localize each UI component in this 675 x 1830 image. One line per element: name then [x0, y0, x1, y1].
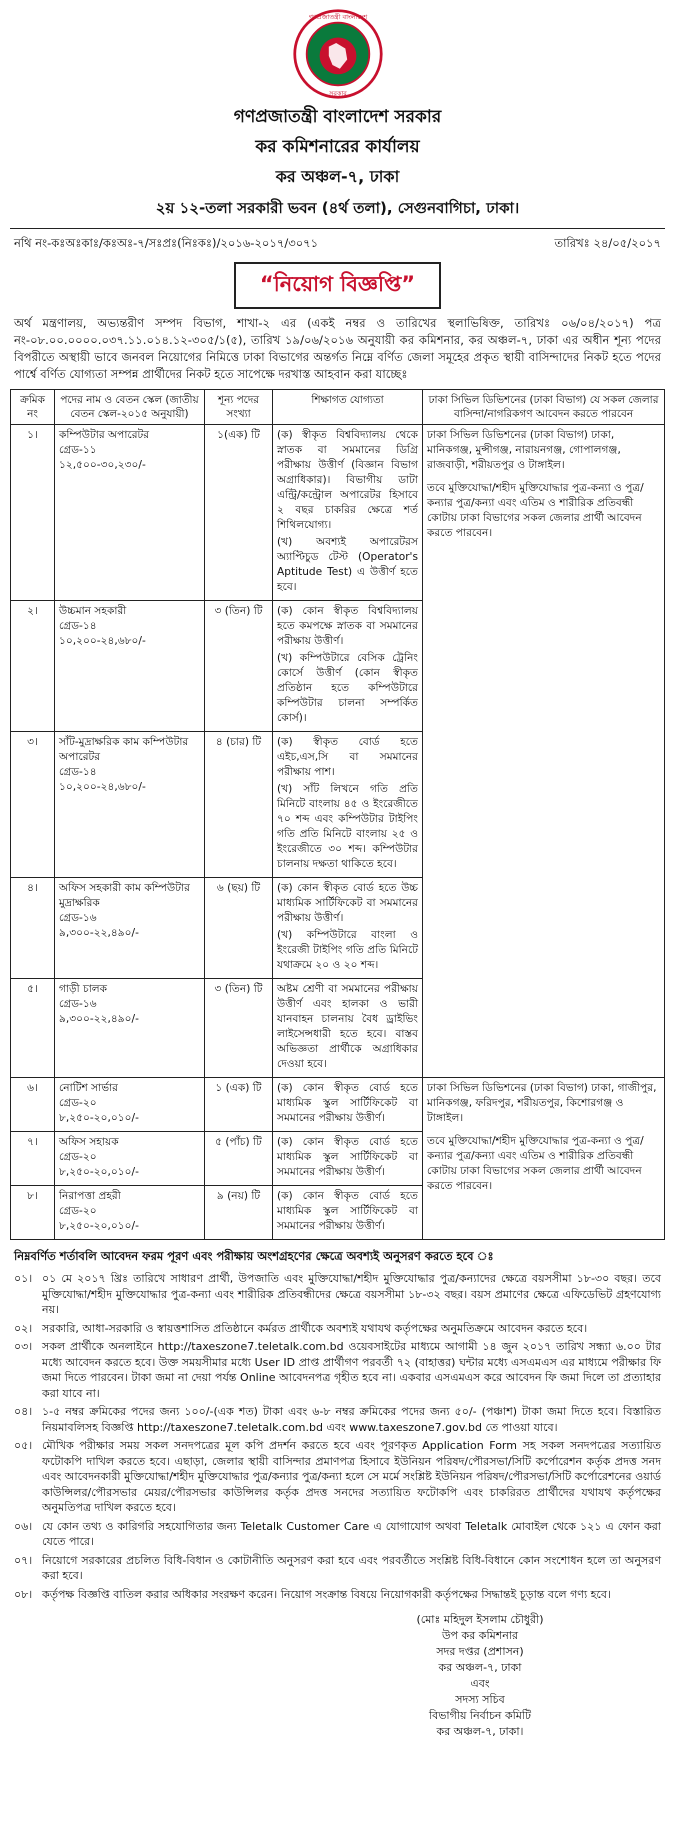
condition-item: [10, 1519, 665, 1550]
qualification-item: (ক) স্বীকৃত বিশ্ববিদ্যালয় থেকে স্নাতক বা সমমানের ডিগ্রি পরীক্ষায় উত্তীর্ণ (বিজ্ঞান বিভাগ অগ্রাধিকার)। বিভাগীয় ডাটা এন্ট্রি/কন্ট্রোল অপারেটর হিসাবে ২ বছর চাকরির ক্ষেত্রে শর্ত শিথিলযোগ্য।: [277, 429, 418, 531]
condition-number: ০৫।: [14, 1439, 33, 1452]
post-post: নোটিশ সার্ভার: [59, 1082, 118, 1094]
header-qualification: শিক্ষাগত যোগ্যতা: [273, 390, 423, 425]
row-qualification: [273, 425, 423, 601]
condition-text: সকল প্রার্থীকে অনলাইনে http://taxeszone7.teletalk.com.bd ওয়েবসাইটের মাধ্যমে আগামী ১৪ জুন ২০১৭ তারিখ সন্ধ্যা ৬.০০ টার মধ্যে আবেদন করতে হবে। উক্ত সময়সীমার মধ্যে User ID প্রাপ্ত প্রার্থীগণ পরবর্তী ৭২ (বাহাত্তর) ঘন্টার মধ্যে এসএমএস এর মাধ্যমে পরীক্ষার ফি জমা দিতে পারবেন। টাকা জমা না দেয়া পর্যন্ত Online আবেদনপত্র গৃহীত হবে না। একবার এসএমএস করে আবেদন ফি জমা দিলে তা প্রত্যাহার করা যাবে না।: [42, 1340, 661, 1400]
post-grade: গ্রেড-২০: [59, 1151, 97, 1163]
row-qualification: [273, 1132, 423, 1186]
notice-title: “নিয়োগ বিজ্ঞপ্তি”: [234, 262, 441, 309]
condition-text: কর্তৃপক্ষ বিজ্ঞপ্তি বাতিল করার অধিকার সংরক্ষণ করেন। নিয়োগ সংক্রান্ত বিষয়ে নিয়োগকারী কর্তৃপক্ষের সিদ্ধান্তই চূড়ান্ত বলে গণ্য হবে।: [42, 1587, 611, 1601]
post-post: উচ্চমান সহকারী: [59, 605, 127, 617]
row-vacancy: ৩ (তিন) টি: [205, 601, 273, 732]
district-text: ঢাকা সিভিল ডিভিশনের (ঢাকা বিভাগ) ঢাকা, মানিকগঞ্জ, মুন্সীগঞ্জ, নারায়নগঞ্জ, গোপালগঞ্জ, রাজবাড়ী, শরীয়তপুর ও টাঙ্গাইল।: [427, 429, 621, 471]
condition-text: ০১ মে ২০১৭ খ্রিঃ তারিখে সাধারণ প্রার্থী, উপজাতি এবং মুক্তিযোদ্ধা/শহীদ মুক্তিযোদ্ধার পুত্র/কন্যাদের ক্ষেত্রে বয়সসীমা ১৮-৩০ বছর। তবে মুক্তিযোদ্ধা/শহীদ মুক্তিযোদ্ধার পুত্র-কন্যা এবং শারীরিক প্রতিবন্ধীদের ক্ষেত্রে বয়সসীমা ১৮-৩২ বছর। বয়স প্রমাণের ক্ষেত্রে এফিডেভিট গ্রহণযোগ্য নয়।: [42, 1272, 661, 1316]
signatory-designation-2: সদর দপ্তর (প্রশাসন): [436, 1645, 524, 1658]
table-row: [11, 1078, 665, 1132]
district-text: তবে মুক্তিযোদ্ধা/শহীদ মুক্তিযোদ্ধার পুত্র-কন্যা ও পুত্র/কন্যার পুত্র/কন্যা এবং এতিম ও শারীরিক প্রতিবন্ধী কোটায় ঢাকা বিভাগের সকল জেলার প্রার্থী আবেদন করতে পারবেন।: [427, 482, 644, 539]
row-serial: ১।: [11, 425, 55, 601]
post-grade: গ্রেড-২০: [59, 1097, 97, 1109]
row-vacancy: ৯ (নয়) টি: [205, 1186, 273, 1240]
header-vacancy: শূন্য পদের সংখ্যা: [205, 390, 273, 425]
post-grade: গ্রেড-১৬: [59, 912, 97, 924]
row-post: [55, 1186, 205, 1240]
intro-paragraph: অর্থ মন্ত্রণালয়, অভ্যন্তরীণ সম্পদ বিভাগ, শাখা-২ এর (একই নম্বর ও তারিখের স্থলাভিষিক্ত, তারিখঃ ০৬/০৪/২০১৭) পত্র নং-০৮.০০.০০০০.০৩৭.১১.০১৪.১২-৩০৫/১(৫), তারিখ ১৯/০৬/২০১৬ অনুযায়ী কর কমিশনার, কর অঞ্চল-৭, ঢাকা এর অধীন শূন্য পদের বিপরীতে অস্থায়ী ভাবে জনবল নিয়োগের নিমিত্তে ঢাকা বিভাগের অন্তর্গত নিম্নে বর্ণিত জেলা সমূহের প্রকৃত স্থায়ী বাসিন্দাদের নিকট হতে পদের পার্শ্বে বর্ণিত যোগ্যতা সম্পন্ন প্রার্থীদের নিকট হতে সাপেক্ষে দরখাস্ত আহবান করা যাচ্ছেঃ: [14, 316, 661, 381]
header-post: পদের নাম ও বেতন স্কেল (জাতীয় বেতন স্কেল-২০১৫ অনুযায়ী): [55, 390, 205, 425]
condition-item: [10, 1271, 665, 1318]
qualification-item: (ক) স্বীকৃত বোর্ড হতে এইচ,এস,সি বা সমমানের পরীক্ষায় পাশ।: [277, 736, 418, 778]
district-text: তবে মুক্তিযোদ্ধা/শহীদ মুক্তিযোদ্ধার পুত্র-কন্যা ও পুত্র/কন্যার পুত্র/কন্যা এবং এতিম ও শারীরিক প্রতিবন্ধী কোটায় ঢাকা বিভাগের সকল জেলার প্রার্থী আবেদন করতে পারবেন।: [427, 1135, 644, 1192]
post-scale: ৯,৩০০-২২,৪৯০/-: [59, 927, 139, 939]
qualification-item: (খ) সাঁট লিখনে গতি প্রতি মিনিটে বাংলায় ৪৫ ও ইংরেজীতে ৭০ শব্দ এবং কম্পিউটার টাইপিং গতি প্রতি মিনিটে বাংলায় ২৫ ও ইংরেজীতে ৩০ শব্দ। কম্পিউটার চালনায় দক্ষতা থাকিতে হবে।: [277, 783, 418, 870]
row-serial: ২।: [11, 601, 55, 732]
notice-page: [10, 0, 665, 1740]
post-post: অফিস সহকারী কাম কম্পিউটার মুদ্রাক্ষরিক: [59, 882, 190, 909]
condition-number: ০৮।: [14, 1587, 33, 1601]
qualification-item: (খ) কম্পিউটারে বেসিক ট্রেনিং কোর্সে উত্তীর্ণ (কোন স্বীকৃত প্রতিষ্ঠান হতে কম্পিউটারে কম্পিউটার চালনা সম্পর্কিত কোর্স)।: [277, 652, 418, 724]
vacancy-table: [10, 389, 665, 1240]
condition-number: ০৪।: [14, 1405, 33, 1418]
post-scale: ৮,২৫০-২০,০১০/-: [59, 1220, 139, 1232]
qualification-item: (ক) কোন স্বীকৃত বিশ্ববিদ্যালয় হতে কমপক্ষে স্নাতক বা সমমানের পরীক্ষায় উত্তীর্ণ।: [277, 605, 418, 647]
signatory-and: এবং: [470, 1677, 490, 1690]
row-vacancy: ১ (এক) টি: [205, 1078, 273, 1132]
signature-block: [365, 1612, 595, 1740]
condition-number: ০২।: [14, 1321, 33, 1335]
district-text: ঢাকা সিভিল ডিভিশনের (ঢাকা বিভাগ) ঢাকা, গাজীপুর, মানিকগঞ্জ, ফরিদপুর, শরীয়তপুর, কিশোরগঞ্জ ও টাঙ্গাইল।: [427, 1082, 657, 1124]
qualification-item: (খ) কম্পিউটারে বাংলা ও ইংরেজী টাইপিং গতি প্রতি মিনিটে যথাক্রমে ২০ ও ২০ শব্দ।: [277, 929, 418, 971]
row-district: [423, 1078, 665, 1240]
post-grade: গ্রেড-২০: [59, 1205, 97, 1217]
post-grade: গ্রেড-১৬: [59, 998, 97, 1010]
qualification-item: (ক) কোন স্বীকৃত বোর্ড হতে মাধ্যমিক স্কুল সার্টিফিকেট বা সমমানের পরীক্ষায় উত্তীর্ণ।: [277, 1082, 418, 1124]
bangladesh-government-seal-icon: [292, 8, 384, 100]
condition-item: [10, 1587, 665, 1603]
post-post: গাড়ী চালক: [59, 983, 108, 995]
post-scale: ৮,২৫০-২০,০১০/-: [59, 1112, 139, 1124]
row-post: [55, 878, 205, 979]
row-post: [55, 1132, 205, 1186]
seal-bottom-text: সরকার: [328, 89, 347, 98]
office-name: কর কমিশনারের কার্যালয়: [255, 137, 420, 157]
row-district: [423, 425, 665, 1078]
signatory-name: (মোঃ মহিদুল ইসলাম চৌধুরী): [416, 1613, 544, 1626]
qualification-item: অষ্টম শ্রেণী বা সমমানের পরীক্ষায় উত্তীর্ণ এবং হালকা ও ভারী যানবাহন চালনায় বৈধ ড্রাইভিং লাইসেন্সধারী হতে হবে। বাস্তব অভিজ্ঞতা প্রার্থীকে অগ্রাধিকার দেওয়া হবে।: [277, 983, 418, 1070]
header-serial: ক্রমিক নং: [11, 390, 55, 425]
row-serial: ৪।: [11, 878, 55, 979]
condition-item: [10, 1339, 665, 1401]
qualification-item: (ক) কোন স্বীকৃত বোর্ড হতে উচ্চ মাধ্যমিক সার্টিফিকেট বা সমমানের পরীক্ষায় উত্তীর্ণ।: [277, 882, 418, 924]
reference-row: [10, 228, 665, 254]
post-post: কম্পিউটার অপারেটর: [59, 429, 150, 441]
post-scale: ১২,৫০০-৩০,২৩০/-: [59, 459, 146, 471]
post-post: অফিস সহায়ক: [59, 1136, 119, 1148]
conditions-list: [10, 1271, 665, 1602]
seal-top-text: গণপ্রজাতন্ত্রী বাংলাদেশ: [308, 13, 367, 22]
post-scale: ১০,২০০-২৪,৬৮০/-: [59, 635, 146, 647]
signatory-designation-5: বিভাগীয় নির্বাচন কমিটি: [428, 1709, 532, 1722]
row-vacancy: ৬ (ছয়) টি: [205, 878, 273, 979]
row-post: [55, 1078, 205, 1132]
condition-number: ০৭।: [14, 1553, 33, 1567]
row-qualification: [273, 601, 423, 732]
signatory-designation-6: কর অঞ্চল-৭, ঢাকা।: [436, 1725, 524, 1738]
row-serial: ৮।: [11, 1186, 55, 1240]
signatory-designation-1: উপ কর কমিশনার: [441, 1629, 519, 1642]
row-post: [55, 425, 205, 601]
condition-text: ১-৫ নম্বর ক্রমিকের পদের জন্য ১০০/-(এক শত) টাকা এবং ৬-৮ নম্বর ক্রমিকের পদের জন্য ৫০/- (পঞ্চাশ) টাকা জমা দিতে হবে। বিস্তারিত নিয়মাবলিসহ বিজ্ঞপ্তি http://taxeszone7.teletalk.com.bd এবং www.taxeszone7.gov.bd তে পাওয়া যাবে।: [42, 1405, 661, 1434]
signatory-designation-4: সদস্য সচিব: [455, 1693, 505, 1706]
zone-name: কর অঞ্চল-৭, ঢাকা: [275, 167, 400, 186]
post-post: সাঁট-মুদ্রাক্ষরিক কাম কম্পিউটার অপারেটর: [59, 736, 189, 763]
row-qualification: [273, 979, 423, 1078]
header-district: ঢাকা সিভিল ডিভিশনের (ঢাকা বিভাগ) যে সকল জেলার বাসিন্দা/নাগরিকগণ আবেদন করতে পারবেন: [423, 390, 665, 425]
condition-item: [10, 1404, 665, 1435]
post-scale: ১০,২০০-২৪,৬৮০/-: [59, 781, 146, 793]
government-name: গণপ্রজাতন্ত্রী বাংলাদেশ সরকার: [233, 107, 442, 127]
qualification-item: (ক) কোন স্বীকৃত বোর্ড হতে মাধ্যমিক স্কুল সার্টিফিকেট বা সমমানের পরীক্ষায় উত্তীর্ণ।: [277, 1190, 418, 1232]
row-post: [55, 732, 205, 878]
condition-item: [10, 1553, 665, 1584]
signatory-designation-3: কর অঞ্চল-৭, ঢাকা: [438, 1661, 522, 1674]
memo-date: তারিখঃ ২৪/০৫/২০১৭: [554, 236, 661, 250]
condition-text: যে কোন তথ্য ও কারিগরি সহযোগিতার জন্য Teletalk Customer Care এ যোগাযোগ অথবা Teletalk মোবাইল থেকে ১২১ এ ফোন করা যেতে পারে।: [42, 1519, 661, 1548]
condition-text: মৌখিক পরীক্ষার সময় সকল সনদপত্রের মূল কপি প্রদর্শন করতে হবে এবং পূরণকৃত Application Form সহ সকল সনদপত্রের সত্যায়িত ফটোকপি দাখিল করতে হবে। এছাড়া, জেলার স্থায়ী বাসিন্দার প্রমাণপত্র হিসাবে ইউনিয়ন পরিষদ/পৌরসভা/সিটি কর্পোরেশন কর্তৃক প্রদত্ত সনদ এবং আবেদনকারী মুক্তিযোদ্ধা/শহীদ মুক্তিযোদ্ধার পুত্র/কন্যার পুত্র/কন্যা হলে সে মর্মে সংশ্লিষ্ট ইউনিয়ন পরিষদ/পৌরসভা/সিটি কর্পোরেশনের ওয়ার্ড কাউন্সিলর/পৌরসভার মেয়র/পৌরসভার কাউন্সিলর কর্তৃক প্রদত্ত সনদের সত্যায়িত ফটোকপি এবং চাকরিরত প্রার্থীদের যথাযথ কর্তৃপক্ষের অনুমতিপত্র দাখিল করতে হবে।: [42, 1439, 661, 1514]
post-post: নিরাপত্তা প্রহরী: [59, 1190, 121, 1202]
post-scale: ৮,২৫০-২০,০১০/-: [59, 1166, 139, 1178]
row-serial: ৩।: [11, 732, 55, 878]
row-qualification: [273, 732, 423, 878]
row-qualification: [273, 1186, 423, 1240]
row-serial: ৬।: [11, 1078, 55, 1132]
conditions-title: নিম্নবর্ণিত শর্তাবলি আবেদন ফরম পূরণ এবং পরীক্ষায় অংশগ্রহণের ক্ষেত্রে অবশ্যই অনুসরণ করতে হবে ঃ: [14, 1249, 494, 1263]
condition-text: নিয়োগে সরকারের প্রচলিত বিধি-বিধান ও কোটানীতি অনুসরণ করা হবে এবং পরবর্তীতে সংশ্লিষ্ট বিধি-বিধানে কোন সংশোধন হলে তা অনুসরণ করা হবে।: [42, 1553, 661, 1582]
post-grade: গ্রেড-১৪: [59, 620, 97, 632]
qualification-item: (খ) অবশ্যই অপারেটরস অ্যাপ্টিচুড টেস্ট (Operator's Aptitude Test) এ উত্তীর্ণ হতে হবে।: [277, 536, 418, 593]
condition-number: ০১।: [14, 1272, 33, 1285]
row-vacancy: ৩ (তিন) টি: [205, 979, 273, 1078]
office-address: ২য় ১২-তলা সরকারী ভবন (৪র্থ তলা), সেগুনবাগিচা, ঢাকা।: [155, 199, 520, 217]
row-qualification: [273, 1078, 423, 1132]
row-serial: ৫।: [11, 979, 55, 1078]
row-post: [55, 979, 205, 1078]
post-grade: গ্রেড-১৪: [59, 766, 97, 778]
memo-number: নথি নং-কঃঅঃকাঃ/কঃঅঃ-৭/সঃপ্রঃ(নিঃকঃ)/২০১৬-২০১৭/৩০৭১: [14, 236, 319, 250]
condition-item: [10, 1321, 665, 1337]
qualification-item: (ক) কোন স্বীকৃত বোর্ড হতে মাধ্যমিক স্কুল সার্টিফিকেট বা সমমানের পরীক্ষায় উত্তীর্ণ।: [277, 1136, 418, 1178]
condition-text: সরকারি, আধা-সরকারি ও স্বায়ত্তশাসিত প্রতিষ্ঠানে কর্মরত প্রার্থীকে অবশ্যই যথাযথ কর্তৃপক্ষের অনুমতিক্রমে আবেদন করতে হবে।: [42, 1321, 588, 1335]
condition-number: ০৩।: [14, 1340, 33, 1353]
condition-item: [10, 1438, 665, 1516]
post-grade: গ্রেড-১১: [59, 444, 97, 456]
row-vacancy: ৪ (চার) টি: [205, 732, 273, 878]
condition-number: ০৬।: [14, 1519, 33, 1533]
row-vacancy: ৫ (পাঁচ) টি: [205, 1132, 273, 1186]
table-header-row: [11, 390, 665, 425]
row-post: [55, 601, 205, 732]
table-row: [11, 425, 665, 601]
row-vacancy: ১(এক) টি: [205, 425, 273, 601]
row-qualification: [273, 878, 423, 979]
post-scale: ৯,৩০০-২২,৪৯০/-: [59, 1013, 139, 1025]
row-serial: ৭।: [11, 1132, 55, 1186]
